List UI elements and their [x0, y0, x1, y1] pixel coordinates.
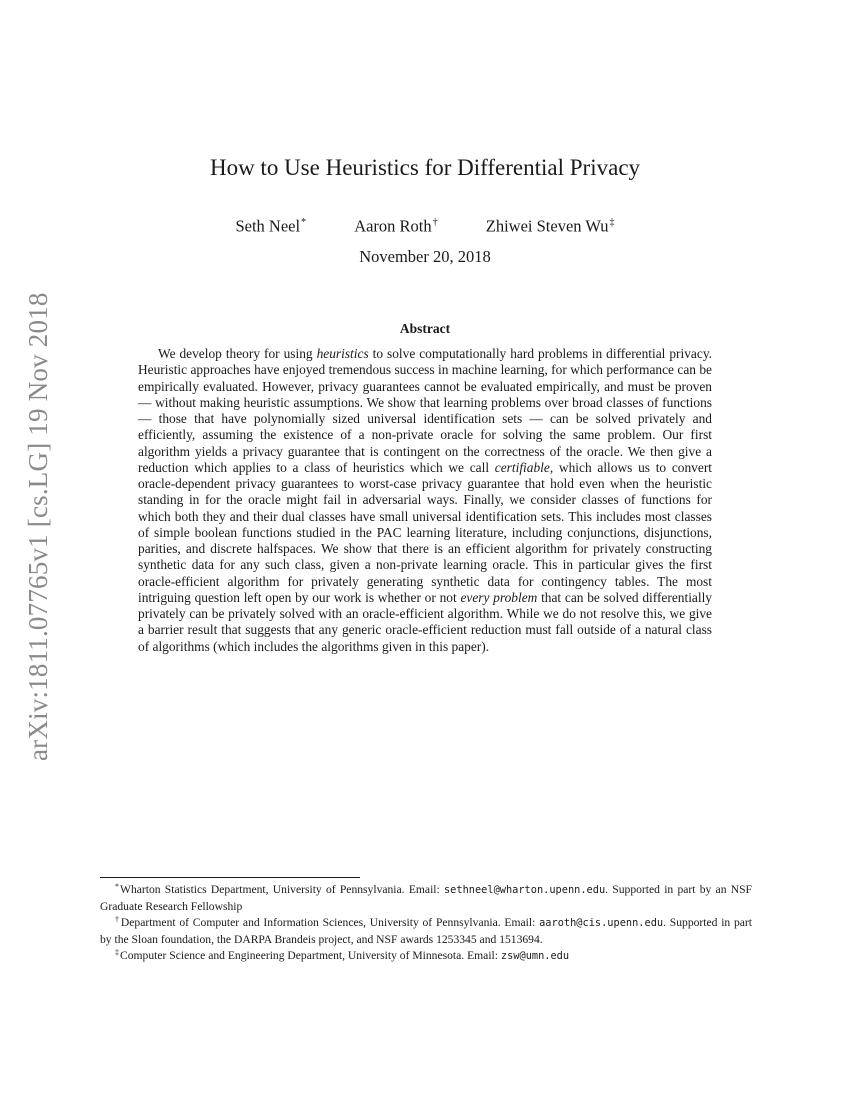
abstract-text: , which allows us to convert oracle-dependent privacy guarantees to worst-case privacy guarantee that hold even when the heuristic standing in for the oracle might fail in adversarial ways. Finally, we consider classes of functions for which both they and their dual classes have small universal identification sets. This includes most classes of simple boolean functions studied in the PAC learning literature, including conjunctions, disjunctions, parities, and discrete halfspaces. We show that there is an efficient algorithm for privately constructing synthetic data for any such class, given a non-private learning oracle. This in particular gives the first oracle-efficient algorithm for privately generating synthetic data for contingency tables. The most intriguing question left open by our work is whether or not [138, 459, 713, 605]
footnote-mark: † [115, 915, 120, 924]
abstract-text: We develop theory for using [158, 346, 317, 361]
abstract-heading: Abstract [399, 321, 451, 336]
abstract-emphasis: every problem [460, 589, 538, 605]
paper-title: How to Use Heuristics for Differential Privacy [209, 155, 641, 180]
abstract-paragraph [138, 346, 712, 655]
footnote-email: zsw@umn.edu [500, 950, 570, 962]
author [486, 212, 615, 238]
footnote-mark: ‡ [115, 948, 119, 957]
footnote-text: . Supported in part by an NSF Graduate Research Fellowship [100, 883, 753, 913]
abstract-emphasis: heuristics [316, 346, 369, 361]
footnote-text: Wharton Statistics Department, University of Pennsylvania. Email: [120, 883, 444, 896]
arxiv-identifier: arXiv:1811.07765v1 [cs.LG] 19 Nov 2018 [23, 292, 53, 761]
footnote-email: sethneel@wharton.upenn.edu [443, 884, 606, 896]
abstract-text: to solve computationally hard problems in differential privacy. Heuristic approaches have enjoyed tremendous success in machine learning, for which performance can be empirically evaluated. However, privacy guarantees cannot be evaluated empirically, and must be proven — without making heuristic assumptions. We show that learning problems over broad classes of functions — those that have polynomially sized universal identification sets — can be solved privately and efficiently, assuming the existence of a non-private oracle for solving the same problem. Our first algorithm yields a privacy guarantee that is contingent on the correctness of the oracle. We then give a reduction which applies to a class of heuristics which we call [138, 346, 712, 475]
footnote [100, 915, 752, 948]
footnote-mark: * [115, 882, 119, 891]
footnote-email: aaroth@cis.upenn.edu [539, 917, 664, 929]
footnote [100, 948, 752, 965]
author-name: Zhiwei Steven Wu [485, 216, 609, 236]
paper-date: November 20, 2018 [359, 247, 491, 266]
author-list [0, 212, 850, 238]
footnote-text: Department of Computer and Information Sciences, University of Pennsylvania. Email: [120, 916, 540, 929]
footnote [100, 882, 752, 915]
abstract-emphasis: certifiable [494, 459, 550, 475]
author-name: Seth Neel [235, 216, 301, 236]
author-name: Aaron Roth [354, 216, 432, 236]
author-footnote-mark: † [432, 217, 438, 228]
author-footnote-mark: * [301, 217, 307, 228]
footnote-text: . Supported in part by the Sloan foundation, the DARPA Brandeis project, and NSF awards 1253345 and 1513694. [100, 916, 753, 946]
author-footnote-mark: ‡ [609, 217, 615, 228]
author [235, 212, 306, 238]
abstract-body [138, 346, 712, 655]
footnote-divider [100, 877, 360, 878]
footnotes [100, 882, 752, 965]
abstract-text: that can be solved differentially privately can be privately solved with an oracle-efficient algorithm. While we do not resolve this, we give a barrier result that suggests that any generic oracle-efficient reduction must fall outside of a natural class of algorithms (which includes the algorithms given in this paper). [138, 589, 712, 654]
footnote-text: Computer Science and Engineering Department, University of Minnesota. Email: [120, 949, 501, 962]
author [354, 212, 437, 238]
